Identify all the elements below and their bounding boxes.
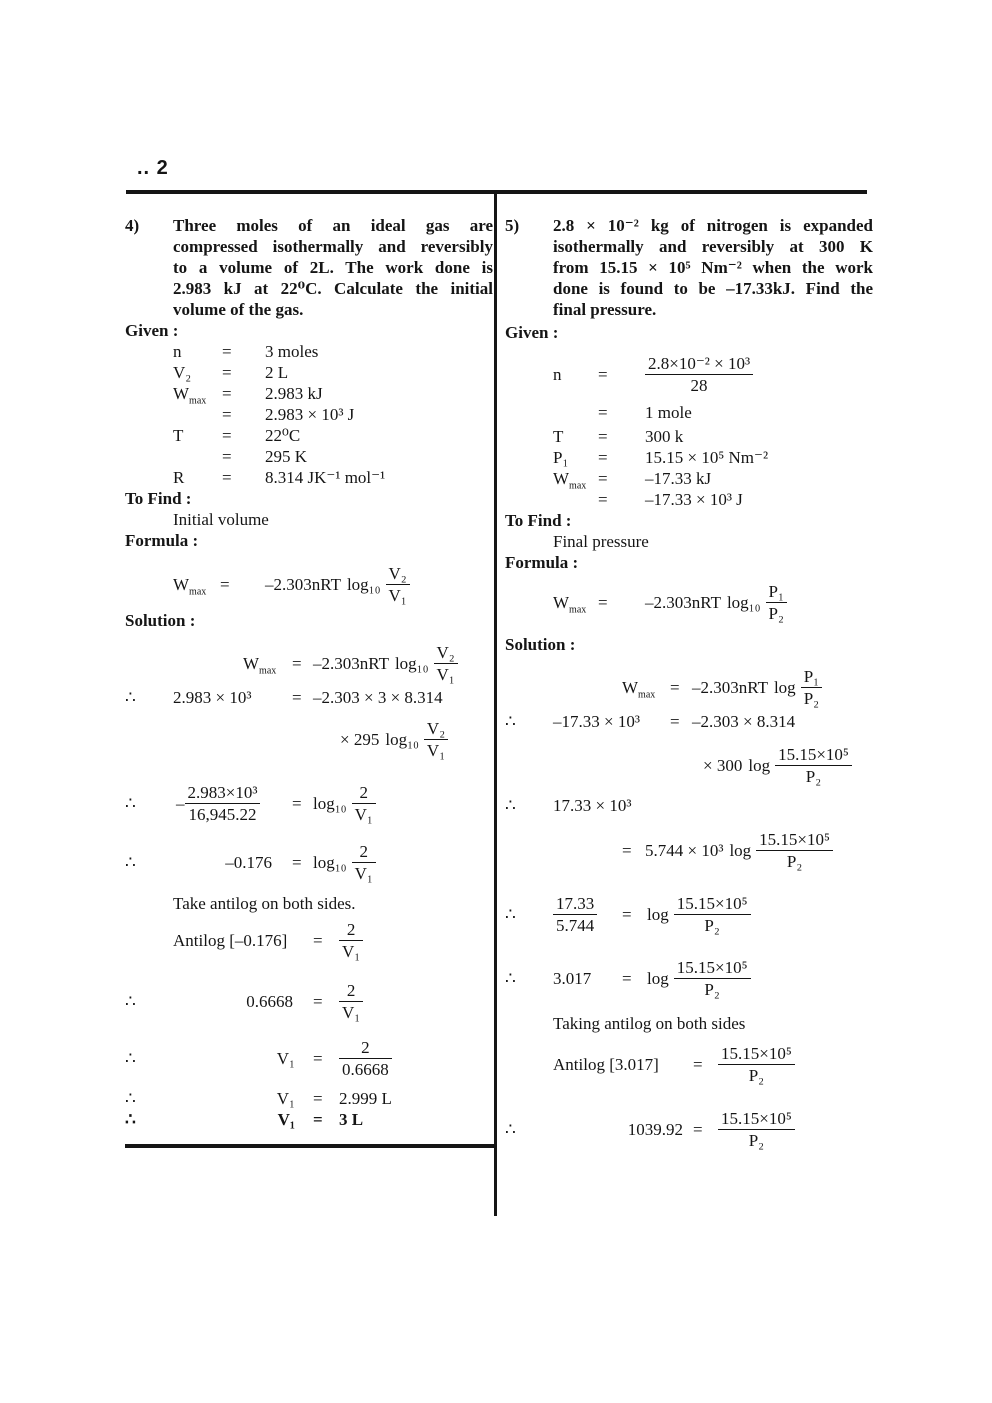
fraction-denominator: V₁ [342,942,361,961]
fraction-numerator: 17.33 [553,893,597,915]
therefore-symbol: ∴ [125,992,136,1011]
pressure-fraction [674,893,751,936]
max-subscript: max [259,665,277,677]
therefore-symbol: ∴ [125,853,136,872]
pressure-fraction [718,1108,795,1151]
w-symbol: W [622,678,639,697]
pressure-fraction [718,1043,795,1086]
equation-lhs: V₁ [276,1049,295,1068]
given-row-temperature [505,426,873,447]
given-row-moles [505,353,873,396]
solution-equation-6 [505,1108,873,1151]
equation-lhs: Antilog [–0.176] [173,931,288,950]
max-subscript: max [569,480,587,492]
solution-equation-5 [505,957,873,1000]
solution-equation-2 [505,711,873,732]
w-symbol: W [243,654,260,673]
statement-line: to a volume of 2L. The work done is [173,258,493,277]
statement-line: 2.8 × 10⁻² kg of nitrogen is expanded [553,216,873,235]
quantity-value: 22⁰C [265,426,301,445]
solution-label: Solution : [125,611,196,630]
given-row-wmax [125,383,493,407]
wmax-symbol [173,574,220,598]
formula-equation [505,581,873,624]
equals-sign: = [622,969,632,988]
equation-lhs: 17.33 × 10³ [553,796,632,815]
log-symbol: log [729,841,752,860]
fraction-numerator: 15.15×10⁵ [674,957,751,979]
fraction-denominator: V₁ [354,805,373,824]
given-row-gas-constant [125,467,493,488]
wmax-symbol [622,677,670,701]
quantity-symbol [553,468,598,492]
given-row-pressure1 [505,447,873,468]
therefore-symbol: ∴ [125,1089,136,1108]
quantity-symbol: V₂ [173,363,192,382]
w-symbol: W [553,593,570,612]
statement-line: isothermally and reversibly at 300 K [553,237,873,256]
quantity-symbol [553,489,598,510]
equals-sign: = [222,384,232,403]
quantity-symbol [173,446,222,467]
antilog-equation [125,919,493,962]
equals-sign: = [598,365,608,384]
quantity-symbol: P₁ [553,448,569,467]
fraction-numerator: 15.15×10⁵ [756,829,833,851]
therefore-symbol: ∴ [505,905,516,924]
equation-lhs [553,893,622,936]
fraction-denominator: P₂ [803,689,820,708]
fraction-numerator: 2 [339,1037,392,1059]
quantity-value: 1 mole [645,403,692,422]
max-subscript: max [569,604,587,616]
log-symbol: log₁₀ [313,853,347,872]
solution-equation-4 [505,893,873,936]
volume-ratio-fraction [386,563,410,606]
pressure-fraction [775,744,852,787]
formula-label: Formula : [505,553,579,572]
equals-sign: = [220,575,230,594]
antilog-note: Take antilog on both sides. [173,894,356,913]
quantity-value: 2 L [265,363,289,382]
problem4-end-rule [125,1144,497,1148]
two-over-v1-fraction [352,782,376,825]
quantity-symbol: T [173,426,184,445]
fraction-denominator: V₁ [436,665,455,684]
solution-equation-3 [505,795,873,816]
equals-sign: = [670,712,680,731]
log-symbol: log [647,905,669,924]
statement-line: 2.983 kJ at 22⁰C. Calculate the initial [173,279,493,298]
therefore-symbol: ∴ [125,794,136,813]
equation-lhs [173,782,292,825]
equation-lhs: 2.983 × 10³ [173,688,252,707]
solution-equation-1 [125,642,493,685]
quantity-value: 300 k [645,427,684,446]
problem-4-text [173,215,493,320]
therefore-symbol: ∴ [505,796,516,815]
statement-line: from 15.15 × 10⁵ Nm⁻² when the work [553,258,873,277]
equation-result: 2.999 L [339,1089,392,1108]
solution-label: Solution : [505,635,576,654]
page-number: .. 2 [137,157,169,179]
equals-sign: = [222,405,232,424]
coefficient: –2.303nRT [692,678,768,697]
equation-lhs: V₁ [277,1110,295,1129]
final-answer-equation [125,1109,493,1130]
fraction-numerator: 2 [352,782,376,804]
max-subscript: max [189,395,207,407]
given-label: Given : [505,323,559,342]
therefore-symbol: ∴ [125,688,136,707]
fraction-denominator: P₂ [748,1066,765,1085]
antilog-note: Taking antilog on both sides [553,1014,746,1033]
fraction-numerator: 2 [339,980,363,1002]
fraction-numerator: V₂ [424,718,448,740]
equals-sign: = [313,1089,323,1108]
coefficient: × 300 [703,756,743,775]
therefore-symbol: ∴ [125,1110,136,1129]
equals-sign: = [313,931,323,950]
fraction-denominator: V₁ [426,741,446,760]
formula-equation [125,563,493,606]
fraction-numerator: 15.15×10⁵ [775,744,852,766]
equals-sign: = [313,1049,323,1068]
fraction-numerator: V₂ [386,563,410,585]
w-symbol: W [553,469,570,488]
coefficient: –2.303nRT [265,575,341,594]
equals-sign: = [292,853,302,872]
given-row-moles-result [505,402,873,423]
fraction-denominator: V₁ [342,1003,361,1022]
log-symbol: log [773,678,796,697]
solution-equation-2 [125,687,493,708]
two-over-v1-fraction [352,841,376,884]
equation-rhs: –2.303 × 8.314 [692,712,796,731]
fraction-denominator: P₂ [786,852,803,871]
equals-sign: = [598,593,608,612]
pressure-fraction [756,829,833,872]
given-row-temperature-kelvin [125,446,493,467]
tofind-value: Final pressure [553,532,649,551]
solution-equation-3 [125,782,493,825]
pressure-ratio-fraction [766,581,787,624]
equals-sign: = [313,1110,323,1129]
quantity-value: –17.33 kJ [645,469,712,488]
fraction-numerator: 2 [352,841,376,863]
quantity-symbol: n [173,342,182,361]
quantity-value: 3 moles [265,342,319,361]
fraction-numerator: 15.15×10⁵ [674,893,751,915]
fraction-denominator: P₂ [768,604,784,623]
wmax-symbol [243,653,292,677]
problem-5-column [505,207,873,1151]
statement-line: volume of the gas. [173,300,304,319]
fraction-denominator: 0.6668 [342,1060,389,1079]
tofind-label: To Find : [125,489,192,508]
given-row-wmax-joules [505,489,873,510]
volume-ratio-fraction [424,718,448,761]
solution-equation-4 [125,841,493,884]
two-over-v1-fraction [339,919,363,962]
solution-equation-5 [125,980,493,1023]
problem-5-number: 5) [505,216,520,235]
moles-fraction [645,353,753,396]
w-symbol: W [173,384,190,403]
ratio-fraction [553,893,597,936]
solution-equation-6 [125,1037,493,1080]
two-over-value-fraction [339,1037,392,1080]
fraction-denominator: 5.744 [556,916,595,935]
therefore-symbol: ∴ [505,712,516,731]
log-symbol: log₁₀ [313,794,347,813]
solution-equation-7 [125,1088,493,1109]
log-symbol: log₁₀ [385,730,419,749]
quantity-symbol [553,402,598,423]
problem-4-statement [125,215,493,320]
therefore-symbol: ∴ [505,1120,516,1139]
solution-equation-1 [505,666,873,709]
problem-5-statement [505,215,873,320]
fraction-denominator: 28 [690,376,708,395]
equals-sign: = [222,447,232,466]
problem-5-text [553,215,873,320]
equals-sign: = [222,363,232,382]
log-symbol: log₁₀ [346,575,381,594]
equals-sign: = [622,841,632,860]
antilog-equation [505,1043,873,1086]
quantity-value: 8.314 JK⁻¹ mol⁻¹ [265,468,386,487]
quantity-value: 2.983 × 10³ J [265,405,355,424]
final-answer-value: 3 L [339,1110,364,1129]
equals-sign: = [313,992,323,1011]
work-ratio-fraction [185,782,261,825]
therefore-symbol: ∴ [125,1049,136,1068]
equation-lhs: –17.33 × 10³ [553,712,640,731]
statement-line: compressed isothermally and reversibly [173,237,493,256]
solution-equation-2-continued [505,744,873,787]
fraction-numerator: 2.983×10³ [185,782,261,804]
given-row-n [125,341,493,362]
equation-lhs: V₁ [276,1089,295,1108]
therefore-symbol: ∴ [505,969,516,988]
fraction-numerator: P₁ [766,581,787,603]
problem-4-column [125,207,493,1130]
formula-label: Formula : [125,531,199,550]
pressure-fraction [674,957,751,1000]
wmax-symbol [553,592,598,616]
max-subscript: max [189,586,207,598]
quantity-symbol [173,383,222,407]
column-divider [494,190,497,1216]
log-symbol: log [748,756,771,775]
equals-sign: = [222,468,232,487]
tofind-label: To Find : [505,511,572,530]
fraction-numerator: P₁ [801,666,822,688]
equals-sign: = [598,448,608,467]
w-symbol: W [173,575,190,594]
equals-sign: = [222,342,232,361]
equals-sign: = [598,403,608,422]
equation-lhs: 1039.92 [627,1120,683,1139]
equals-sign: = [292,688,302,707]
fraction-denominator: P₂ [704,916,720,935]
problem-4-number: 4) [125,216,140,235]
equals-sign: = [222,426,232,445]
fraction-denominator: P₂ [805,767,822,786]
equation-rhs: –2.303 × 3 × 8.314 [313,688,443,707]
minus-sign: – [176,794,185,813]
given-label: Given : [125,321,179,340]
fraction-denominator: V₁ [388,586,407,605]
equals-sign: = [670,678,680,697]
pressure-ratio-fraction [801,666,822,709]
equals-sign: = [693,1055,703,1074]
solution-equation-2-continued [125,718,493,761]
equals-sign: = [693,1120,703,1139]
solution-equation-3-continued [505,829,873,872]
quantity-symbol: n [553,365,562,384]
given-row-wmax-joules [125,404,493,425]
equals-sign: = [598,469,608,488]
given-row-v2 [125,362,493,383]
quantity-value: 15.15 × 10⁵ Nm⁻² [645,448,769,467]
given-row-wmax [505,468,873,492]
fraction-numerator: V₂ [434,642,458,664]
fraction-denominator: P₂ [704,980,720,999]
fraction-denominator: 16,945.22 [188,805,257,824]
coefficient: × 295 [340,730,380,749]
statement-line: final pressure. [553,300,657,319]
equation-lhs: 3.017 [553,969,592,988]
equals-sign: = [598,490,608,509]
fraction-denominator: V₁ [354,864,373,883]
coefficient: –2.303nRT [313,654,389,673]
log-symbol: log [647,969,669,988]
quantity-symbol: R [173,468,185,487]
log-symbol: log₁₀ [726,593,761,612]
volume-ratio-fraction [434,642,458,685]
two-over-v1-fraction [339,980,363,1023]
quantity-symbol [173,404,222,425]
equals-sign: = [292,654,302,673]
tofind-value: Initial volume [173,510,269,529]
coefficient: –2.303nRT [645,593,721,612]
quantity-symbol: T [553,427,564,446]
quantity-value: 295 K [265,447,308,466]
statement-line: Three moles of an ideal gas are [173,216,493,235]
quantity-value: 2.983 kJ [265,384,323,403]
given-row-temperature [125,425,493,446]
equation-lhs: 0.6668 [246,992,293,1011]
equals-sign: = [622,905,632,924]
fraction-numerator: 15.15×10⁵ [718,1108,795,1130]
equals-sign: = [292,794,302,813]
fraction-numerator: 2 [339,919,363,941]
fraction-numerator: 15.15×10⁵ [718,1043,795,1065]
equals-sign: = [598,427,608,446]
fraction-numerator: 2.8×10⁻² × 10³ [645,353,753,375]
quantity-value: –17.33 × 10³ J [645,490,743,509]
fraction-denominator: P₂ [748,1131,765,1150]
coefficient: 5.744 × 10³ [645,841,724,860]
statement-line: done is found to be –17.33kJ. Find the [553,279,873,298]
equation-lhs: –0.176 [225,853,272,872]
log-symbol: log₁₀ [394,654,429,673]
equation-lhs: Antilog [3.017] [553,1055,659,1074]
max-subscript: max [638,689,656,701]
